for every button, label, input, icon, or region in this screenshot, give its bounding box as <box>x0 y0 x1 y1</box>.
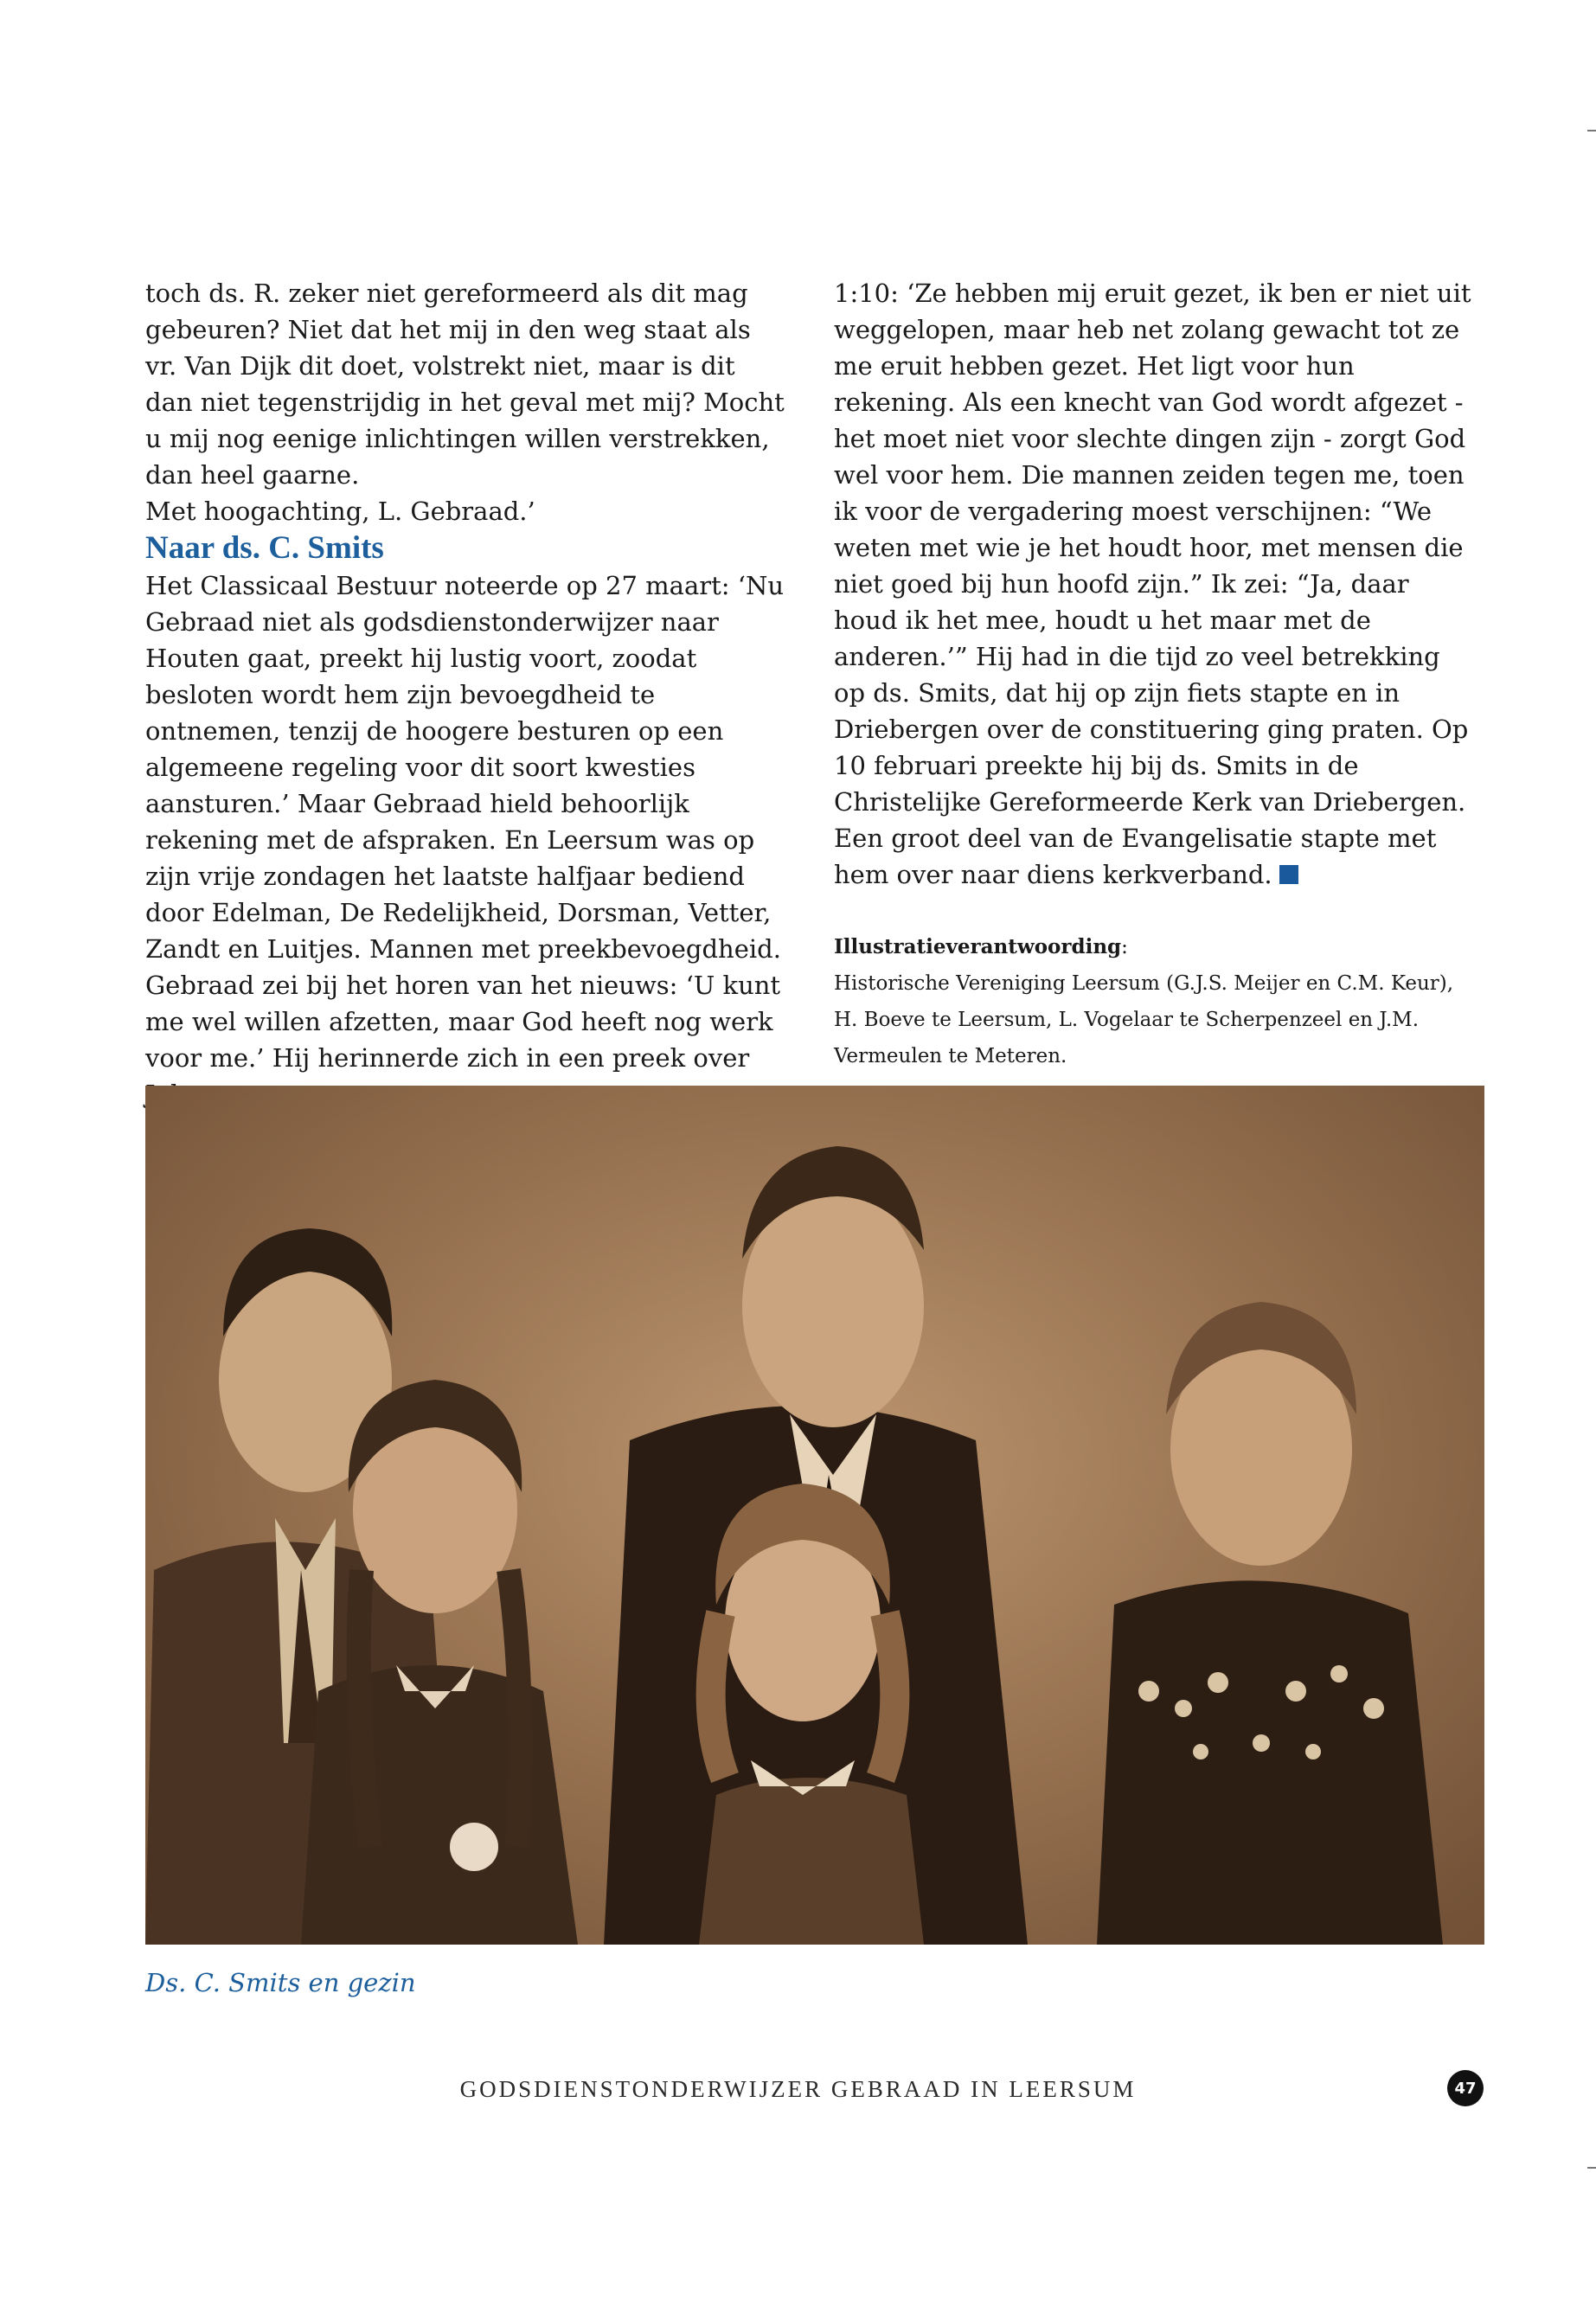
crop-mark <box>1587 130 1596 131</box>
left-column <box>145 275 790 1112</box>
body-paragraph: toch ds. R. zeker niet gereformeerd als dit mag gebeuren? Niet dat het mij in den weg staat als vr. Van Dijk dit doet, volstrekt niet, maar is dit dan niet tegenstrijdig in het geval met mij? Mocht u mij nog eenige inlichtingen willen verstrekken, dan heel gaarne. Met hoogachting, L. Gebraad.’ <box>145 279 785 526</box>
credits-text: Historische Vereniging Leersum (G.J.S. Meijer en C.M. Keur), H. Boeve te Leersum, L. Vogelaar te Scherpenzeel en J.M. Vermeulen te Meteren. <box>834 972 1454 1067</box>
right-column <box>834 275 1478 1074</box>
running-footer-title: GODSDIENSTONDERWIJZER GEBRAAD IN LEERSUM <box>459 2076 1137 2102</box>
body-paragraph: Het Classicaal Bestuur noteerde op 27 maart: ‘Nu Gebraad niet als godsdienstonderwijzer naar Houten gaat, preekt hij lustig voort, zoodat besloten wordt hem zijn bevoegdheid te ontnemen, tenzij de hoogere besturen op een algemeene regeling voor dit soort kwesties aansturen.’ Maar Gebraad hield behoorlijk rekening met de afspraken. En Leersum was op zijn vrije zondagen het laatste halfjaar bediend door Edelman, De Redelijkheid, Dorsman, Vetter, Zandt en Luitjes. Mannen met preekbevoegdheid. Gebraad zei bij het horen van het nieuws: ‘U kunt me wel willen afzetten, maar God heeft nog werk voor me.’ Hij herinnerde zich in een preek over <box>145 571 785 1073</box>
illustration-credits <box>834 929 1478 1074</box>
end-square-icon <box>1279 865 1298 884</box>
section-heading: Naar ds. C. Smits <box>145 530 384 566</box>
credits-colon: : <box>1121 936 1128 958</box>
photo-caption: Ds. C. Smits en gezin <box>145 1968 416 1997</box>
family-photo-illustration <box>145 1086 1484 1945</box>
body-paragraph <box>834 275 1478 893</box>
crop-mark <box>1587 2167 1596 2169</box>
paragraph-text: 1:10: ‘Ze hebben mij eruit gezet, ik ben er niet uit weggelopen, maar heb net zolang gewacht tot ze me eruit hebben gezet. Het ligt voor hun rekening. Als een knecht van God wordt afgezet - het moet niet voor slechte dingen zijn - zorgt God wel voor hem. Die mannen zeiden tegen me, toen ik voor de vergadering moest verschijnen: “We weten met wie je het houdt hoor, met mensen die niet goed bij hun hoofd zijn.” Ik zei: “Ja, daar houd ik het mee, houdt u het maar met de anderen.’” Hij had in die tijd zo veel betrekking op ds. Smits, dat hij op zijn fiets stapte en in Driebergen over de constituering ging praten. Op 10 februari preekte hij bij ds. Smits in de Christelijke Gereformeerde Kerk van Driebergen. Een groot deel van de Evangelisatie stapte met hem over naar diens kerkverband. <box>834 279 1471 889</box>
credits-label: Illustratieverantwoording <box>834 935 1122 958</box>
page-number-badge: 47 <box>1447 2070 1484 2106</box>
family-photo <box>145 1086 1484 1945</box>
